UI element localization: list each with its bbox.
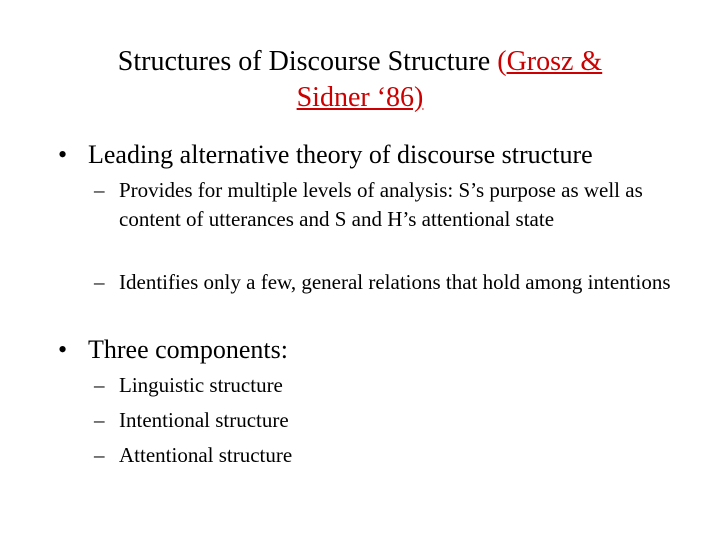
- sub-bullet-linguistic: [94, 371, 674, 400]
- bullet-text: Leading alternative theory of discourse structure: [88, 140, 593, 169]
- sub-bullet-marker: –: [94, 373, 105, 397]
- sub-bullet-text: Identifies only a few, general relations that hold among intentions: [119, 270, 671, 294]
- citation-open-paren: (: [497, 46, 507, 77]
- citation-link-part-1[interactable]: Grosz &: [506, 46, 603, 77]
- bullet-text: Three components:: [88, 335, 288, 364]
- sub-bullet-marker: –: [94, 270, 105, 294]
- sub-bullet-marker: –: [94, 408, 105, 432]
- sub-bullet-text: Provides for multiple levels of analysis: S’s purpose as well as content of utterances and S and H’s attentional state: [119, 178, 643, 231]
- sub-bullet-text: Attentional structure: [119, 443, 293, 467]
- bullet-marker: •: [58, 335, 68, 364]
- sub-bullet-text: Intentional structure: [119, 408, 289, 432]
- citation-link-part-2[interactable]: Sidner ‘86): [296, 82, 424, 113]
- sub-bullet-marker: –: [94, 443, 105, 467]
- sub-bullet-attentional: [94, 441, 674, 470]
- sub-bullet-levels-of-analysis: [94, 176, 674, 234]
- sub-bullet-general-relations: [94, 268, 674, 297]
- sub-bullet-intentional: [94, 406, 674, 435]
- title-main: Structures of Discourse Structure: [117, 46, 498, 77]
- sub-bullet-text: Linguistic structure: [119, 373, 283, 397]
- sub-bullet-marker: –: [94, 178, 105, 202]
- bullet-marker: •: [58, 140, 68, 169]
